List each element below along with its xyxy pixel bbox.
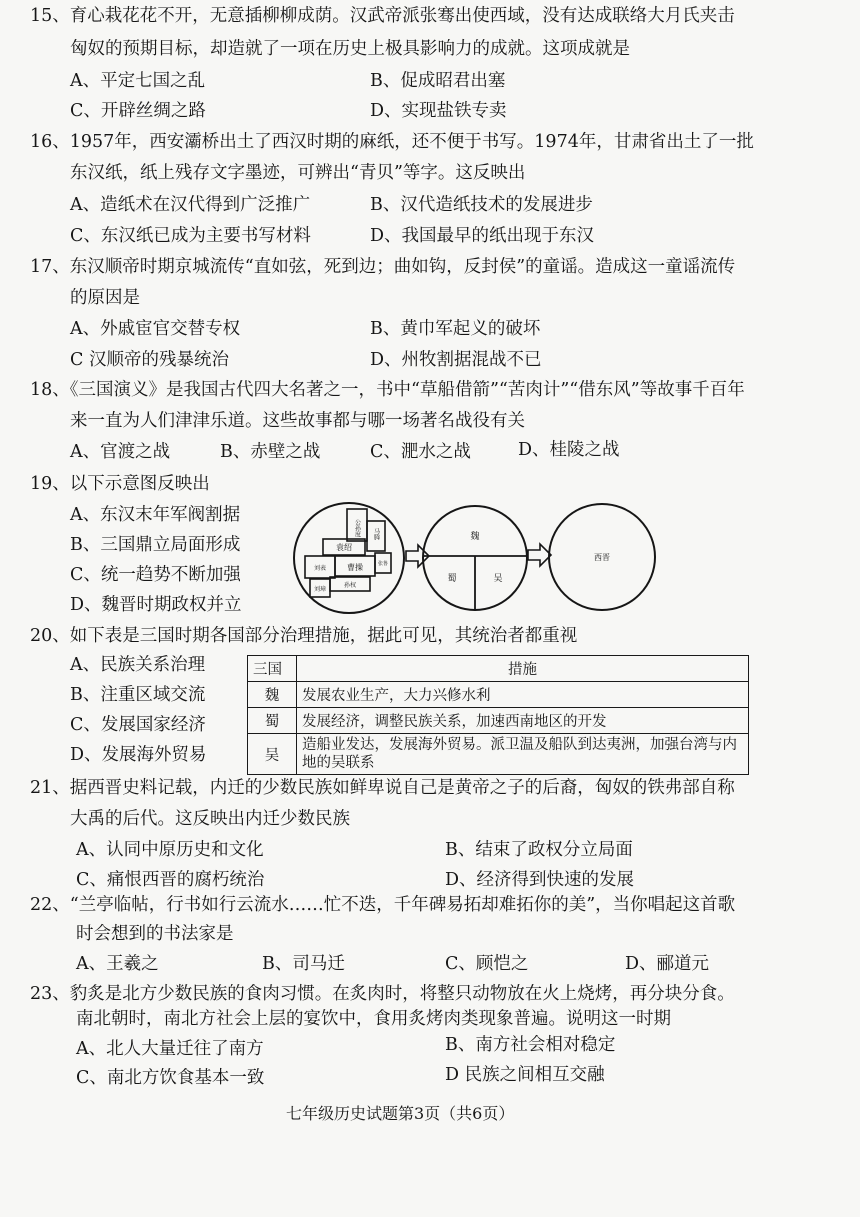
label-shu: 蜀 xyxy=(447,574,457,584)
q23-option-a[interactable]: A、北人大量迁往了南方 xyxy=(76,1039,264,1059)
q16-option-b[interactable]: B、汉代造纸技术的发展进步 xyxy=(370,195,593,215)
label-gongsundu: 公孙度 xyxy=(353,519,361,537)
q19-option-d[interactable]: D、魏晋时期政权并立 xyxy=(70,595,242,615)
q23-option-c[interactable]: C、南北方饮食基本一致 xyxy=(76,1068,265,1088)
q23-option-d[interactable]: D 民族之间相互交融 xyxy=(445,1065,605,1085)
table-header-measures: 措施 xyxy=(297,656,749,682)
q17-stem-line2: 的原因是 xyxy=(70,288,140,308)
label-caocao: 曹操 xyxy=(347,563,363,572)
q23-stem-line2: 南北朝时，南北方社会上层的宴饮中，食用炙烤肉类现象普遍。说明这一时期 xyxy=(76,1009,671,1029)
label-wu: 吴 xyxy=(493,574,503,584)
q22-stem-line1: 22、“兰亭临帖，行书如行云流水……忙不迭，千年碑易拓却难拓你的美”，当你唱起这首歌 xyxy=(30,895,736,915)
label-liuzhang: 刘璋 xyxy=(313,586,327,593)
q17-option-b[interactable]: B、黄巾军起义的破坏 xyxy=(370,319,541,339)
q22-option-a[interactable]: A、王羲之 xyxy=(76,954,159,974)
arrow-right-icon xyxy=(528,544,551,566)
table-row xyxy=(248,734,749,775)
label-sunquan: 孙权 xyxy=(343,582,357,589)
table-header-state: 三国 xyxy=(248,656,297,682)
q18-option-a[interactable]: A、官渡之战 xyxy=(70,442,171,462)
q21-option-c[interactable]: C、痛恨西晋的腐朽统治 xyxy=(76,870,265,890)
q15-option-a[interactable]: A、平定七国之乱 xyxy=(70,71,206,91)
q16-option-a[interactable]: A、造纸术在汉代得到广泛推广 xyxy=(70,195,311,215)
q16-stem-line2: 东汉纸，纸上残存文字墨迹，可辨出“青贝”等字。这反映出 xyxy=(70,163,526,183)
q22-option-d[interactable]: D、郦道元 xyxy=(625,954,710,974)
q22-option-b[interactable]: B、司马迁 xyxy=(262,954,345,974)
table-header-row xyxy=(248,656,749,682)
q17-option-c[interactable]: C 汉顺帝的残暴统治 xyxy=(70,350,229,370)
q21-option-b[interactable]: B、结束了政权分立局面 xyxy=(445,840,633,860)
label-zhanglu: 张鲁 xyxy=(377,561,389,567)
q21-option-d[interactable]: D、经济得到快速的发展 xyxy=(445,870,635,890)
q21-stem-line2: 大禹的后代。这反映出内迁少数民族 xyxy=(70,809,350,829)
q20-option-b[interactable]: B、注重区域交流 xyxy=(70,685,206,705)
diagram-circle-warlords xyxy=(294,503,404,613)
q18-stem-line1: 18、《三国演义》是我国古代四大名著之一，书中“草船借箭”“苦肉计”“借东风”等故事千百年 xyxy=(30,380,745,400)
q23-option-b[interactable]: B、南方社会相对稳定 xyxy=(445,1035,616,1055)
q16-option-d[interactable]: D、我国最早的纸出现于东汉 xyxy=(370,226,595,246)
q19-stem: 19、以下示意图反映出 xyxy=(30,474,210,494)
q17-stem-line1: 17、东汉顺帝时期京城流传“直如弦，死到边；曲如钩，反封侯”的童谣。造成这一童谣流传 xyxy=(30,257,736,277)
q22-stem-line2: 时会想到的书法家是 xyxy=(76,924,234,944)
diagram-circle-three-kingdoms xyxy=(423,506,527,610)
q20-option-c[interactable]: C、发展国家经济 xyxy=(70,715,206,735)
q20-option-d[interactable]: D、发展海外贸易 xyxy=(70,745,207,765)
q18-option-b[interactable]: B、赤壁之战 xyxy=(220,442,321,462)
label-wei: 魏 xyxy=(470,532,480,542)
page-footer: 七年级历史试题第3页（共6页） xyxy=(286,1104,515,1123)
three-stage-diagram xyxy=(292,501,658,615)
table-cell-state: 魏 xyxy=(248,682,297,708)
table-cell-measure: 发展经济，调整民族关系，加速西南地区的开发 xyxy=(297,708,749,734)
q22-option-c[interactable]: C、顾恺之 xyxy=(445,954,529,974)
diagram-circle-western-jin xyxy=(549,504,655,610)
q17-option-d[interactable]: D、州牧割据混战不已 xyxy=(370,350,542,370)
table-cell-measure: 发展农业生产，大力兴修水利 xyxy=(297,682,749,708)
q18-option-c[interactable]: C、淝水之战 xyxy=(370,442,471,462)
q15-option-d[interactable]: D、实现盐铁专卖 xyxy=(370,101,507,121)
q15-stem-line2: 匈奴的预期目标，却造就了一项在历史上极具影响力的成就。这项成就是 xyxy=(70,39,630,59)
q19-option-b[interactable]: B、三国鼎立局面形成 xyxy=(70,535,241,555)
table-row xyxy=(248,708,749,734)
q20-stem: 20、如下表是三国时期各国部分治理措施，据此可见，其统治者都重视 xyxy=(30,626,578,646)
label-yuanshao: 袁绍 xyxy=(336,543,352,552)
table-row xyxy=(248,682,749,708)
q20-option-a[interactable]: A、民族关系治理 xyxy=(70,655,206,675)
governance-measures-table xyxy=(247,655,749,775)
label-liubiao: 刘表 xyxy=(313,565,327,572)
label-mateng: 马腾 xyxy=(372,528,380,540)
q15-option-b[interactable]: B、促成昭君出塞 xyxy=(370,71,506,91)
q21-option-a[interactable]: A、认同中原历史和文化 xyxy=(76,840,264,860)
q19-option-a[interactable]: A、东汉末年军阀割据 xyxy=(70,505,241,525)
table-cell-state: 吴 xyxy=(248,734,297,775)
q16-option-c[interactable]: C、东汉纸已成为主要书写材料 xyxy=(70,226,311,246)
q16-stem-line1: 16、1957年，西安灞桥出土了西汉时期的麻纸，还不便于书写。1974年，甘肃省出土了一批 xyxy=(30,132,754,152)
q18-option-d[interactable]: D、桂陵之战 xyxy=(518,440,620,460)
table-cell-measure: 造船业发达，发展海外贸易。派卫温及船队到达夷洲，加强台湾与内地的吴联系 xyxy=(297,734,749,775)
q15-stem-line1: 15、育心栽花花不开，无意插柳柳成荫。汉武帝派张骞出使西域，没有达成联络大月氏夹击 xyxy=(30,6,735,26)
q19-option-c[interactable]: C、统一趋势不断加强 xyxy=(70,565,241,585)
q18-stem-line2: 来一直为人们津津乐道。这些故事都与哪一场著名战役有关 xyxy=(70,411,525,431)
q17-option-a[interactable]: A、外戚宦官交替专权 xyxy=(70,319,241,339)
q21-stem-line1: 21、据西晋史料记载，内迁的少数民族如鲜卑说自己是黄帝之子的后裔，匈奴的铁弗部自称 xyxy=(30,778,735,798)
q15-option-c[interactable]: C、开辟丝绸之路 xyxy=(70,101,206,121)
table-cell-state: 蜀 xyxy=(248,708,297,734)
q23-stem-line1: 23、豹炙是北方少数民族的食肉习惯。在炙肉时，将整只动物放在火上烧烤，再分块分食。 xyxy=(30,984,735,1004)
label-xijin: 西晋 xyxy=(594,553,610,562)
